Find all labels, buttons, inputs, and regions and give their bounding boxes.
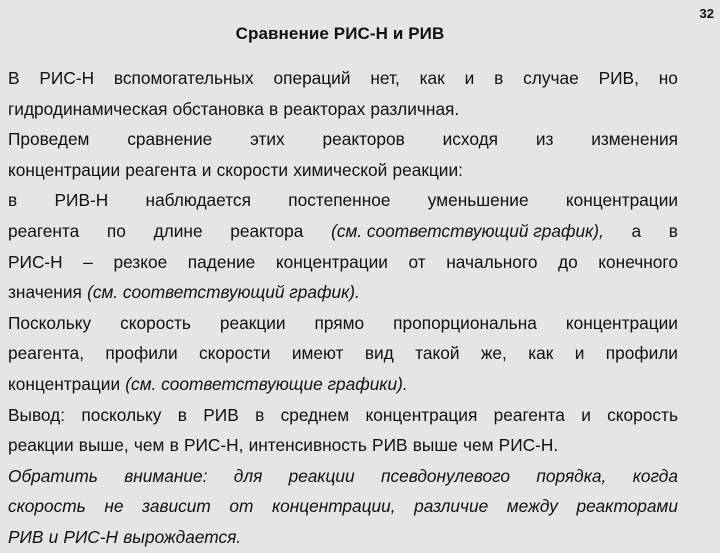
text-word: скорости: [199, 343, 271, 364]
text-line: [8, 461, 678, 492]
text-word: (см. соответствующий график),: [331, 220, 604, 241]
text-word: чем: [133, 435, 165, 456]
text-word: Проведем: [8, 129, 90, 150]
text-word: как: [528, 343, 554, 364]
text-line: [8, 94, 678, 125]
text-word: реакции: [8, 435, 74, 456]
text-word: реакторов: [322, 129, 405, 150]
text-word: химической: [293, 159, 388, 180]
text-word: от: [408, 251, 426, 272]
text-line: [8, 63, 678, 94]
text-line: [8, 308, 678, 339]
text-word: и: [574, 343, 585, 364]
text-word: в: [255, 404, 265, 425]
text-line: [8, 369, 678, 400]
text-word: реагента: [493, 404, 565, 425]
text-word: профили: [105, 343, 178, 364]
text-word: обстановка: [172, 98, 264, 119]
text-word: Обратить: [8, 465, 98, 486]
text-word: РИВ,: [598, 68, 639, 88]
text-word: реагента: [125, 159, 197, 180]
body-text: [8, 63, 678, 553]
text-word: реактора: [230, 220, 304, 241]
text-word: значения: [8, 282, 82, 303]
text-word: изменения: [591, 129, 678, 150]
text-word: концентрации: [275, 251, 388, 272]
text-word: такой: [415, 343, 460, 364]
text-word: чем: [462, 435, 494, 456]
text-word: РИВ: [372, 435, 408, 456]
text-word: как: [419, 68, 445, 88]
text-word: (см. соответствующие графики).: [125, 373, 408, 394]
text-word: в: [269, 98, 279, 119]
text-line: [8, 185, 678, 216]
text-word: Поскольку: [8, 312, 92, 333]
text-line: [8, 491, 678, 522]
text-word: вспомогательных: [113, 68, 254, 88]
text-word: концентрации: [565, 190, 678, 211]
text-line: [8, 277, 678, 308]
text-word: и: [201, 159, 212, 180]
text-word: РИС-Н.: [498, 435, 559, 456]
text-word: исходя: [442, 129, 499, 150]
text-word: когда: [632, 465, 678, 486]
text-word: в: [8, 190, 18, 211]
text-word: зависит: [142, 496, 211, 517]
text-line: [8, 216, 678, 247]
text-word: операций: [273, 68, 351, 88]
text-word: Вывод:: [8, 404, 66, 425]
text-word: выше: [412, 435, 458, 456]
text-word: различие: [414, 496, 489, 517]
text-word: падение: [187, 251, 256, 272]
text-word: прямо: [314, 312, 365, 333]
text-word: концентрации: [8, 159, 121, 180]
text-word: РИВ: [8, 526, 44, 547]
text-word: в: [668, 220, 678, 241]
text-word: длине: [153, 220, 203, 241]
text-word: РИС-Н: [39, 68, 95, 88]
text-word: между: [506, 496, 558, 517]
text-line: [8, 155, 678, 186]
text-word: концентрации,: [271, 496, 396, 517]
text-word: из: [535, 129, 554, 150]
text-word: концентрации: [565, 312, 678, 333]
text-word: выше,: [78, 435, 129, 456]
text-word: РИВ: [203, 404, 239, 425]
text-word: порядка,: [536, 465, 607, 486]
text-word: но: [658, 68, 678, 88]
text-word: и: [464, 68, 475, 88]
text-word: реакторами: [576, 496, 678, 517]
text-word: уменьшение: [427, 190, 529, 211]
text-word: начального: [446, 251, 538, 272]
text-word: РИС-Н: [8, 251, 63, 272]
text-line: [8, 522, 678, 553]
text-word: скорость: [120, 312, 191, 333]
text-word: реагента: [8, 220, 80, 241]
text-word: резкое: [113, 251, 168, 272]
text-word: этих: [250, 129, 285, 150]
text-word: гидродинамическая: [8, 98, 168, 119]
text-word: в: [169, 435, 179, 456]
text-word: реакторах: [283, 98, 366, 119]
text-word: а: [631, 220, 642, 241]
text-word: реакции: [219, 312, 286, 333]
text-word: наблюдается: [145, 190, 251, 211]
text-word: концентрации: [8, 373, 121, 394]
text-word: РИС-Н,: [183, 435, 244, 456]
text-word: до: [558, 251, 578, 272]
text-word: –: [83, 251, 93, 272]
text-word: различная.: [370, 98, 460, 119]
text-word: концентрация: [365, 404, 478, 425]
text-word: поскольку: [81, 404, 162, 425]
text-line: [8, 430, 678, 461]
text-word: и: [48, 526, 59, 547]
page-number: 32: [699, 6, 714, 21]
text-word: РИВ-Н: [54, 190, 109, 211]
text-word: реакции: [288, 465, 355, 486]
text-word: не: [104, 496, 124, 517]
text-word: случае: [523, 68, 579, 88]
text-word: пропорциональна: [393, 312, 537, 333]
text-word: вид: [364, 343, 394, 364]
text-word: сравнение: [127, 129, 213, 150]
text-line: [8, 124, 678, 155]
text-word: реагента,: [8, 343, 85, 364]
text-word: и: [581, 404, 591, 425]
text-word: по: [106, 220, 126, 241]
text-word: скорость: [8, 496, 86, 517]
text-word: В: [8, 68, 20, 88]
text-line: [8, 400, 678, 431]
text-line: [8, 247, 678, 278]
text-word: среднем: [280, 404, 350, 425]
text-word: имеют: [291, 343, 344, 364]
text-word: в: [494, 68, 504, 88]
text-line: [8, 338, 678, 369]
text-word: вырождается.: [123, 526, 242, 547]
text-word: нет,: [370, 68, 400, 88]
text-word: реакции:: [392, 159, 463, 180]
text-word: скорость: [607, 404, 678, 425]
text-word: интенсивность: [248, 435, 367, 456]
text-word: скорости: [216, 159, 289, 180]
text-word: постепенное: [288, 190, 391, 211]
text-word: же,: [480, 343, 507, 364]
text-word: псевдонулевого: [380, 465, 511, 486]
text-word: внимание:: [124, 465, 208, 486]
text-word: профили: [605, 343, 678, 364]
text-word: конечного: [598, 251, 678, 272]
text-word: от: [229, 496, 254, 517]
slide-title: Сравнение РИС-Н и РИВ: [235, 24, 445, 43]
text-word: РИС-Н: [63, 526, 119, 547]
text-word: (см. соответствующий график).: [87, 282, 360, 303]
text-word: в: [177, 404, 187, 425]
text-word: для: [233, 465, 263, 486]
